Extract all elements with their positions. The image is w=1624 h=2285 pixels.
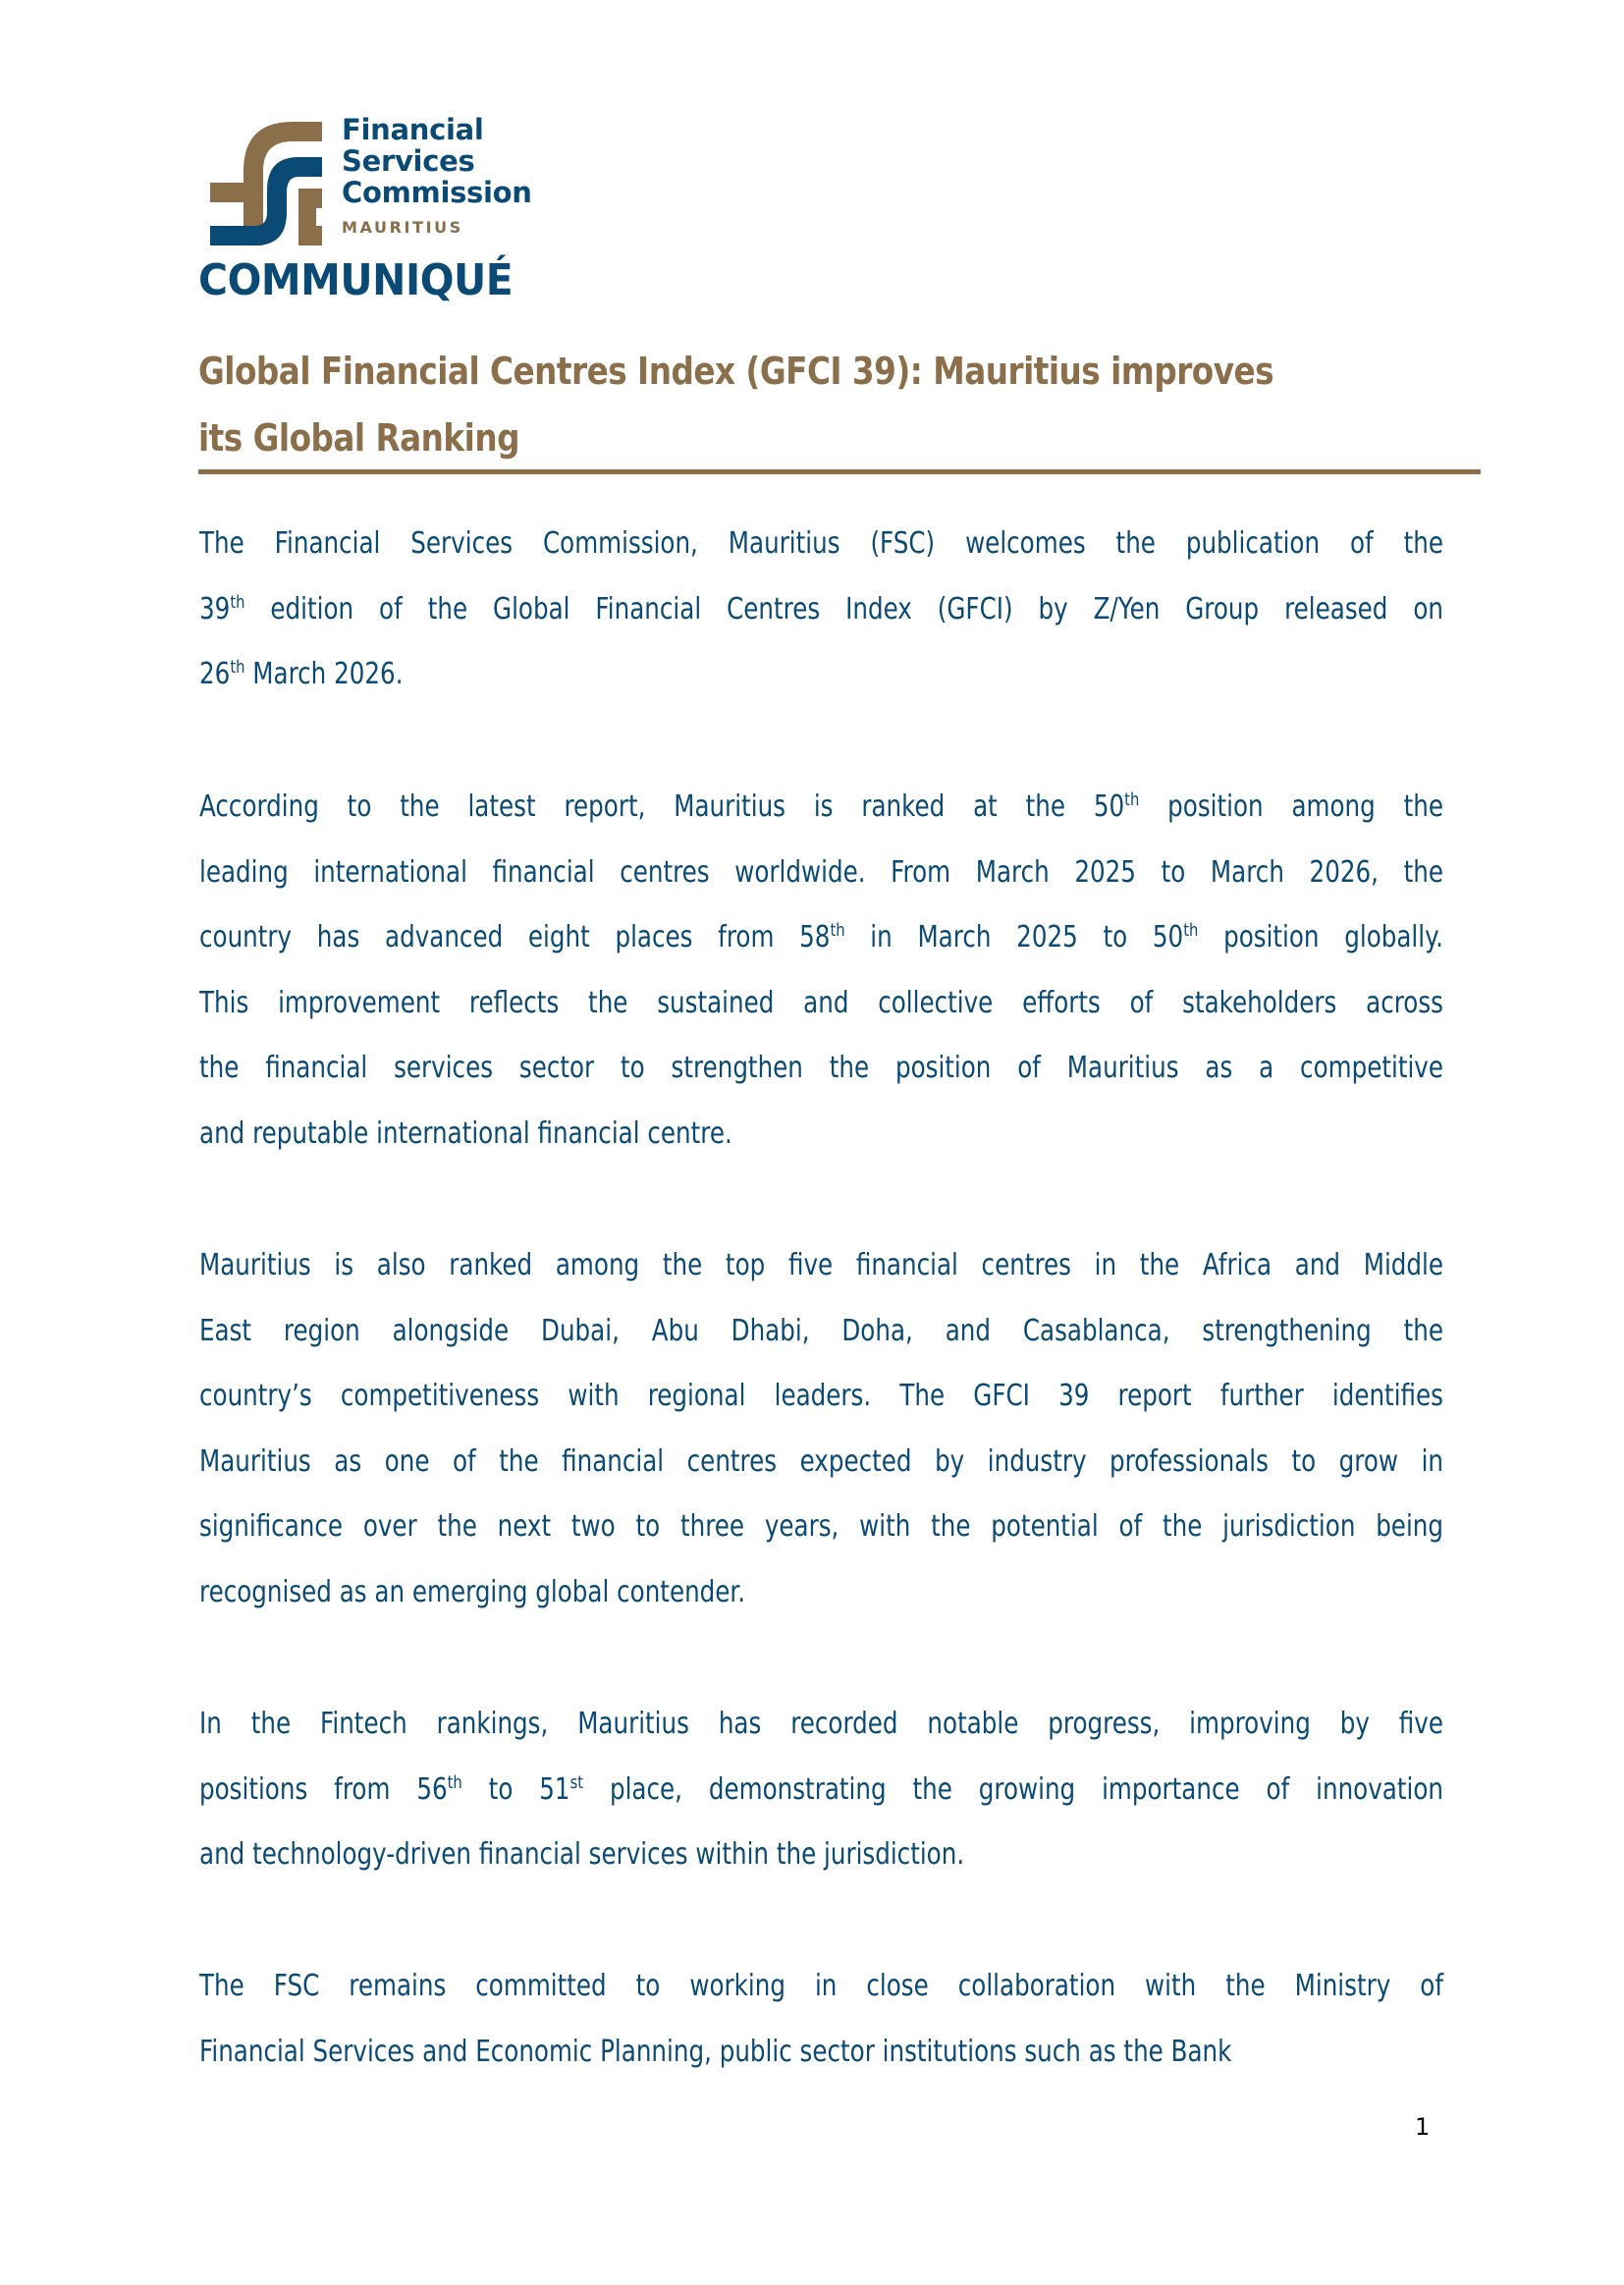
paragraph-line — [199, 2020, 1232, 2086]
paragraph-line — [199, 577, 1443, 643]
document-type-heading: COMMUNIQUÉ — [198, 255, 514, 305]
document-title — [198, 338, 1494, 471]
text-run: Mauritius is also ranked among the top five financial centres in the Africa and Middle — [199, 1248, 1443, 1282]
ordinal-suffix: th — [230, 657, 245, 679]
ordinal-suffix: th — [1183, 920, 1199, 942]
paragraph-line — [199, 1823, 1219, 1888]
paragraph-line — [199, 1102, 1219, 1168]
paragraph-line — [199, 775, 1443, 841]
title-line: its Global Ranking — [198, 416, 519, 460]
text-run: According to the latest report, Mauritius is ranked at the 50 — [199, 789, 1125, 824]
paragraph-1 — [199, 512, 1443, 708]
paragraph-line — [199, 512, 1443, 577]
text-run: East region alongside Dubai, Abu Dhabi, Doha, and Casablanca, strengthening the — [199, 1313, 1443, 1348]
paragraph-line — [199, 841, 1443, 906]
paragraph-line — [199, 1036, 1443, 1102]
text-run: position among the — [1139, 789, 1443, 824]
paragraph-3 — [199, 1233, 1443, 1626]
paragraph-5 — [199, 1954, 1443, 2085]
paragraph-line — [199, 1692, 1443, 1758]
page-number: 1 — [1415, 2113, 1431, 2141]
paragraph-line — [199, 1299, 1443, 1365]
ordinal-suffix: th — [1124, 789, 1140, 810]
text-run: positions from 56 — [199, 1771, 448, 1807]
text-run: country has advanced eight places from 58 — [199, 920, 831, 955]
paragraph-line — [199, 1954, 1443, 2020]
paragraph-line — [199, 1364, 1443, 1430]
text-run: place, demonstrating the growing importance of innovation — [583, 1771, 1443, 1807]
ordinal-suffix: th — [447, 1771, 462, 1793]
text-run: country’s competitiveness with regional leaders. The GFCI 39 report further identifies — [199, 1379, 1443, 1414]
paragraph-line — [199, 971, 1443, 1037]
text-run: significance over the next two to three years, with the potential of the jurisdiction being — [199, 1509, 1443, 1545]
text-run: and reputable international financial centre. — [199, 1115, 732, 1151]
text-run: and technology-driven financial services within the jurisdiction. — [199, 1837, 965, 1873]
logo-line-services: Services — [342, 144, 475, 178]
fsc-logo — [208, 114, 562, 246]
text-run: The FSC remains committed to working in close collaboration with the Ministry of — [199, 1969, 1443, 2003]
text-run: recognised as an emerging global contender. — [199, 1574, 746, 1609]
paragraph-4 — [199, 1692, 1443, 1888]
logo-wordmark — [342, 114, 577, 238]
logo-line-financial: Financial — [342, 113, 484, 146]
text-run: edition of the Global Financial Centres Index (GFCI) by Z/Yen Group released on — [244, 591, 1443, 626]
text-run: March 2026. — [244, 657, 404, 692]
text-run: Financial Services and Economic Planning, public sector institutions such as the Bank — [199, 2034, 1232, 2069]
logo-line-commission: Commission — [342, 176, 532, 209]
text-run: position globally. — [1198, 920, 1443, 955]
title-underline — [198, 469, 1481, 474]
ordinal-suffix: st — [569, 1771, 584, 1793]
text-run: This improvement reflects the sustained and collective efforts of stakeholders across — [199, 985, 1443, 1020]
ordinal-suffix: th — [230, 591, 245, 613]
text-run: in March 2025 to 50 — [844, 920, 1184, 955]
fsc-logo-mark-icon — [208, 114, 322, 245]
text-run: In the Fintech rankings, Mauritius has recorded notable progress, improving by five — [199, 1707, 1443, 1741]
paragraph-2 — [199, 775, 1443, 1168]
paragraph-line — [199, 1233, 1443, 1299]
text-run: Mauritius as one of the financial centres expected by industry professionals to grow in — [199, 1443, 1443, 1479]
text-run: 39 — [199, 591, 231, 626]
paragraph-line — [199, 1430, 1443, 1496]
paragraph-line — [199, 905, 1443, 971]
logo-subtitle: MAURITIUS — [342, 218, 463, 237]
paragraph-line — [199, 1560, 1219, 1626]
text-run: The Financial Services Commission, Mauritius (FSC) welcomes the publication of the — [199, 526, 1443, 561]
title-line: Global Financial Centres Index (GFCI 39): Mauritius improves — [198, 350, 1274, 393]
text-run: the financial services sector to strengthen the position of Mauritius as a competitive — [199, 1051, 1443, 1086]
paragraph-line — [199, 642, 1219, 708]
paragraph-line — [199, 1495, 1443, 1560]
text-run: 26 — [199, 657, 231, 692]
text-run: to 51 — [461, 1771, 570, 1807]
text-run: leading international financial centres worldwide. From March 2025 to March 2026, the — [199, 854, 1443, 890]
paragraph-line — [199, 1758, 1443, 1823]
ordinal-suffix: th — [830, 920, 845, 942]
